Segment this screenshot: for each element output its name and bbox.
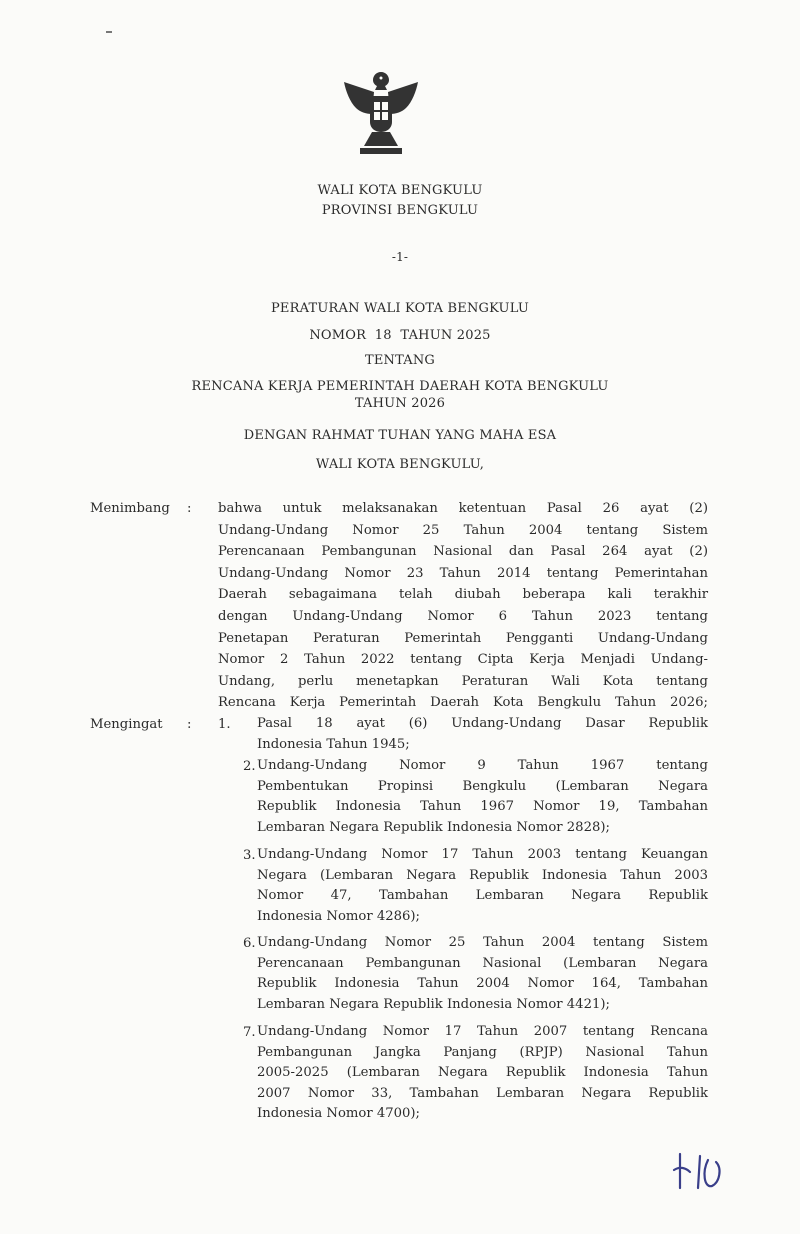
text-line: 2005-2025 (Lembaran Negara Republik Indonesia Tahun (257, 1065, 708, 1080)
text-line: Republik Indonesia Tahun 2004 Nomor 164, Tambahan (257, 976, 708, 991)
mengingat-item (243, 1022, 708, 1125)
text-line: Indonesia Nomor 4700); (257, 1106, 420, 1121)
subject-line-2: TAHUN 2026 (354, 396, 446, 411)
mengingat-colon: : (187, 717, 192, 732)
subject-line-1: RENCANA KERJA PEMERINTAH DAERAH KOTA BENGKULU (191, 379, 609, 394)
text-line: Pasal 18 ayat (6) Undang-Undang Dasar Republik (257, 716, 708, 731)
about-label: TENTANG (364, 353, 436, 368)
text-line: Pembangunan Jangka Panjang (RPJP) Nasional Tahun (257, 1044, 708, 1060)
text-line: Indonesia Nomor 4286); (257, 908, 420, 924)
text-line: Perencanaan Pembangunan Nasional (Lembaran Negara (257, 955, 708, 971)
text-line: Rencana Kerja Pemerintah Daerah Kota Bengkulu Tahun 2026; (218, 695, 708, 711)
scan-mark (106, 31, 112, 33)
menimbang-colon: : (187, 501, 192, 516)
text-line: Undang-Undang Nomor 25 Tahun 2004 tentang Sistem (257, 935, 708, 950)
item-number: 2. (243, 759, 256, 774)
issuer: WALI KOTA BENGKULU, (315, 457, 485, 472)
text-line: Republik Indonesia Tahun 1967 Nomor 19, Tambahan (257, 799, 708, 814)
item-number: 3. (243, 848, 256, 863)
mengingat-label: Mengingat (90, 717, 163, 732)
text-line: Penetapan Peraturan Pemerintah Pengganti Undang-Undang (218, 630, 708, 646)
text-line: Negara (Lembaran Negara Republik Indonesia Tahun 2003 (257, 867, 708, 883)
mengingat-item (243, 845, 708, 927)
mengingat-item (243, 756, 708, 838)
text-line: Undang-Undang Nomor 17 Tahun 2007 tentang Rencana (257, 1024, 708, 1039)
menimbang-label: Menimbang (90, 501, 170, 516)
item-number: 6. (243, 936, 256, 951)
text-line: dengan Undang-Undang Nomor 6 Tahun 2023 tentang (218, 608, 708, 624)
text-line: Undang, perlu menetapkan Peraturan Wali Kota tentang (218, 673, 708, 689)
text-line: Perencanaan Pembangunan Nasional dan Pasal 264 ayat (2) (218, 544, 708, 560)
garuda-emblem-icon (340, 66, 422, 166)
text-line: Undang-Undang Nomor 25 Tahun 2004 tentang Sistem (218, 522, 708, 538)
item-number: 1. (218, 717, 231, 732)
office-name: WALI KOTA BENGKULU (317, 183, 483, 198)
text-line: 2007 Nomor 33, Tambahan Lembaran Negara Republik (257, 1085, 708, 1101)
text-line: Pembentukan Propinsi Bengkulu (Lembaran Negara (257, 778, 708, 794)
regulation-number: NOMOR 18 TAHUN 2025 (309, 328, 491, 343)
text-line: Nomor 2 Tahun 2022 tentang Cipta Kerja Menjadi Undang- (218, 652, 708, 668)
page-number: -1- (391, 250, 409, 264)
text-line: Undang-Undang Nomor 23 Tahun 2014 tentang Pemerintahan (218, 565, 708, 581)
text-line: Nomor 47, Tambahan Lembaran Negara Republik (257, 888, 708, 903)
province-name: PROVINSI BENGKULU (321, 203, 479, 218)
item-number: 7. (243, 1025, 256, 1040)
mengingat-item (218, 714, 708, 755)
text-line: Undang-Undang Nomor 9 Tahun 1967 tentang (257, 758, 708, 773)
menimbang-text (218, 498, 708, 714)
invocation: DENGAN RAHMAT TUHAN YANG MAHA ESA (243, 428, 557, 443)
text-line: Daerah sebagaimana telah diubah beberapa kali terakhir (218, 587, 708, 603)
text-line: bahwa untuk melaksanakan ketentuan Pasal 26 ayat (2) (218, 501, 708, 516)
text-line: Indonesia Tahun 1945; (257, 736, 410, 752)
text-line: Undang-Undang Nomor 17 Tahun 2003 tentang Keuangan (257, 847, 708, 862)
text-line: Lembaran Negara Republik Indonesia Nomor 2828); (257, 819, 610, 835)
mengingat-item (243, 933, 708, 1015)
regulation-title: PERATURAN WALI KOTA BENGKULU (270, 301, 529, 316)
handwritten-initials (672, 1148, 732, 1198)
text-line: Lembaran Negara Republik Indonesia Nomor 4421); (257, 996, 610, 1012)
